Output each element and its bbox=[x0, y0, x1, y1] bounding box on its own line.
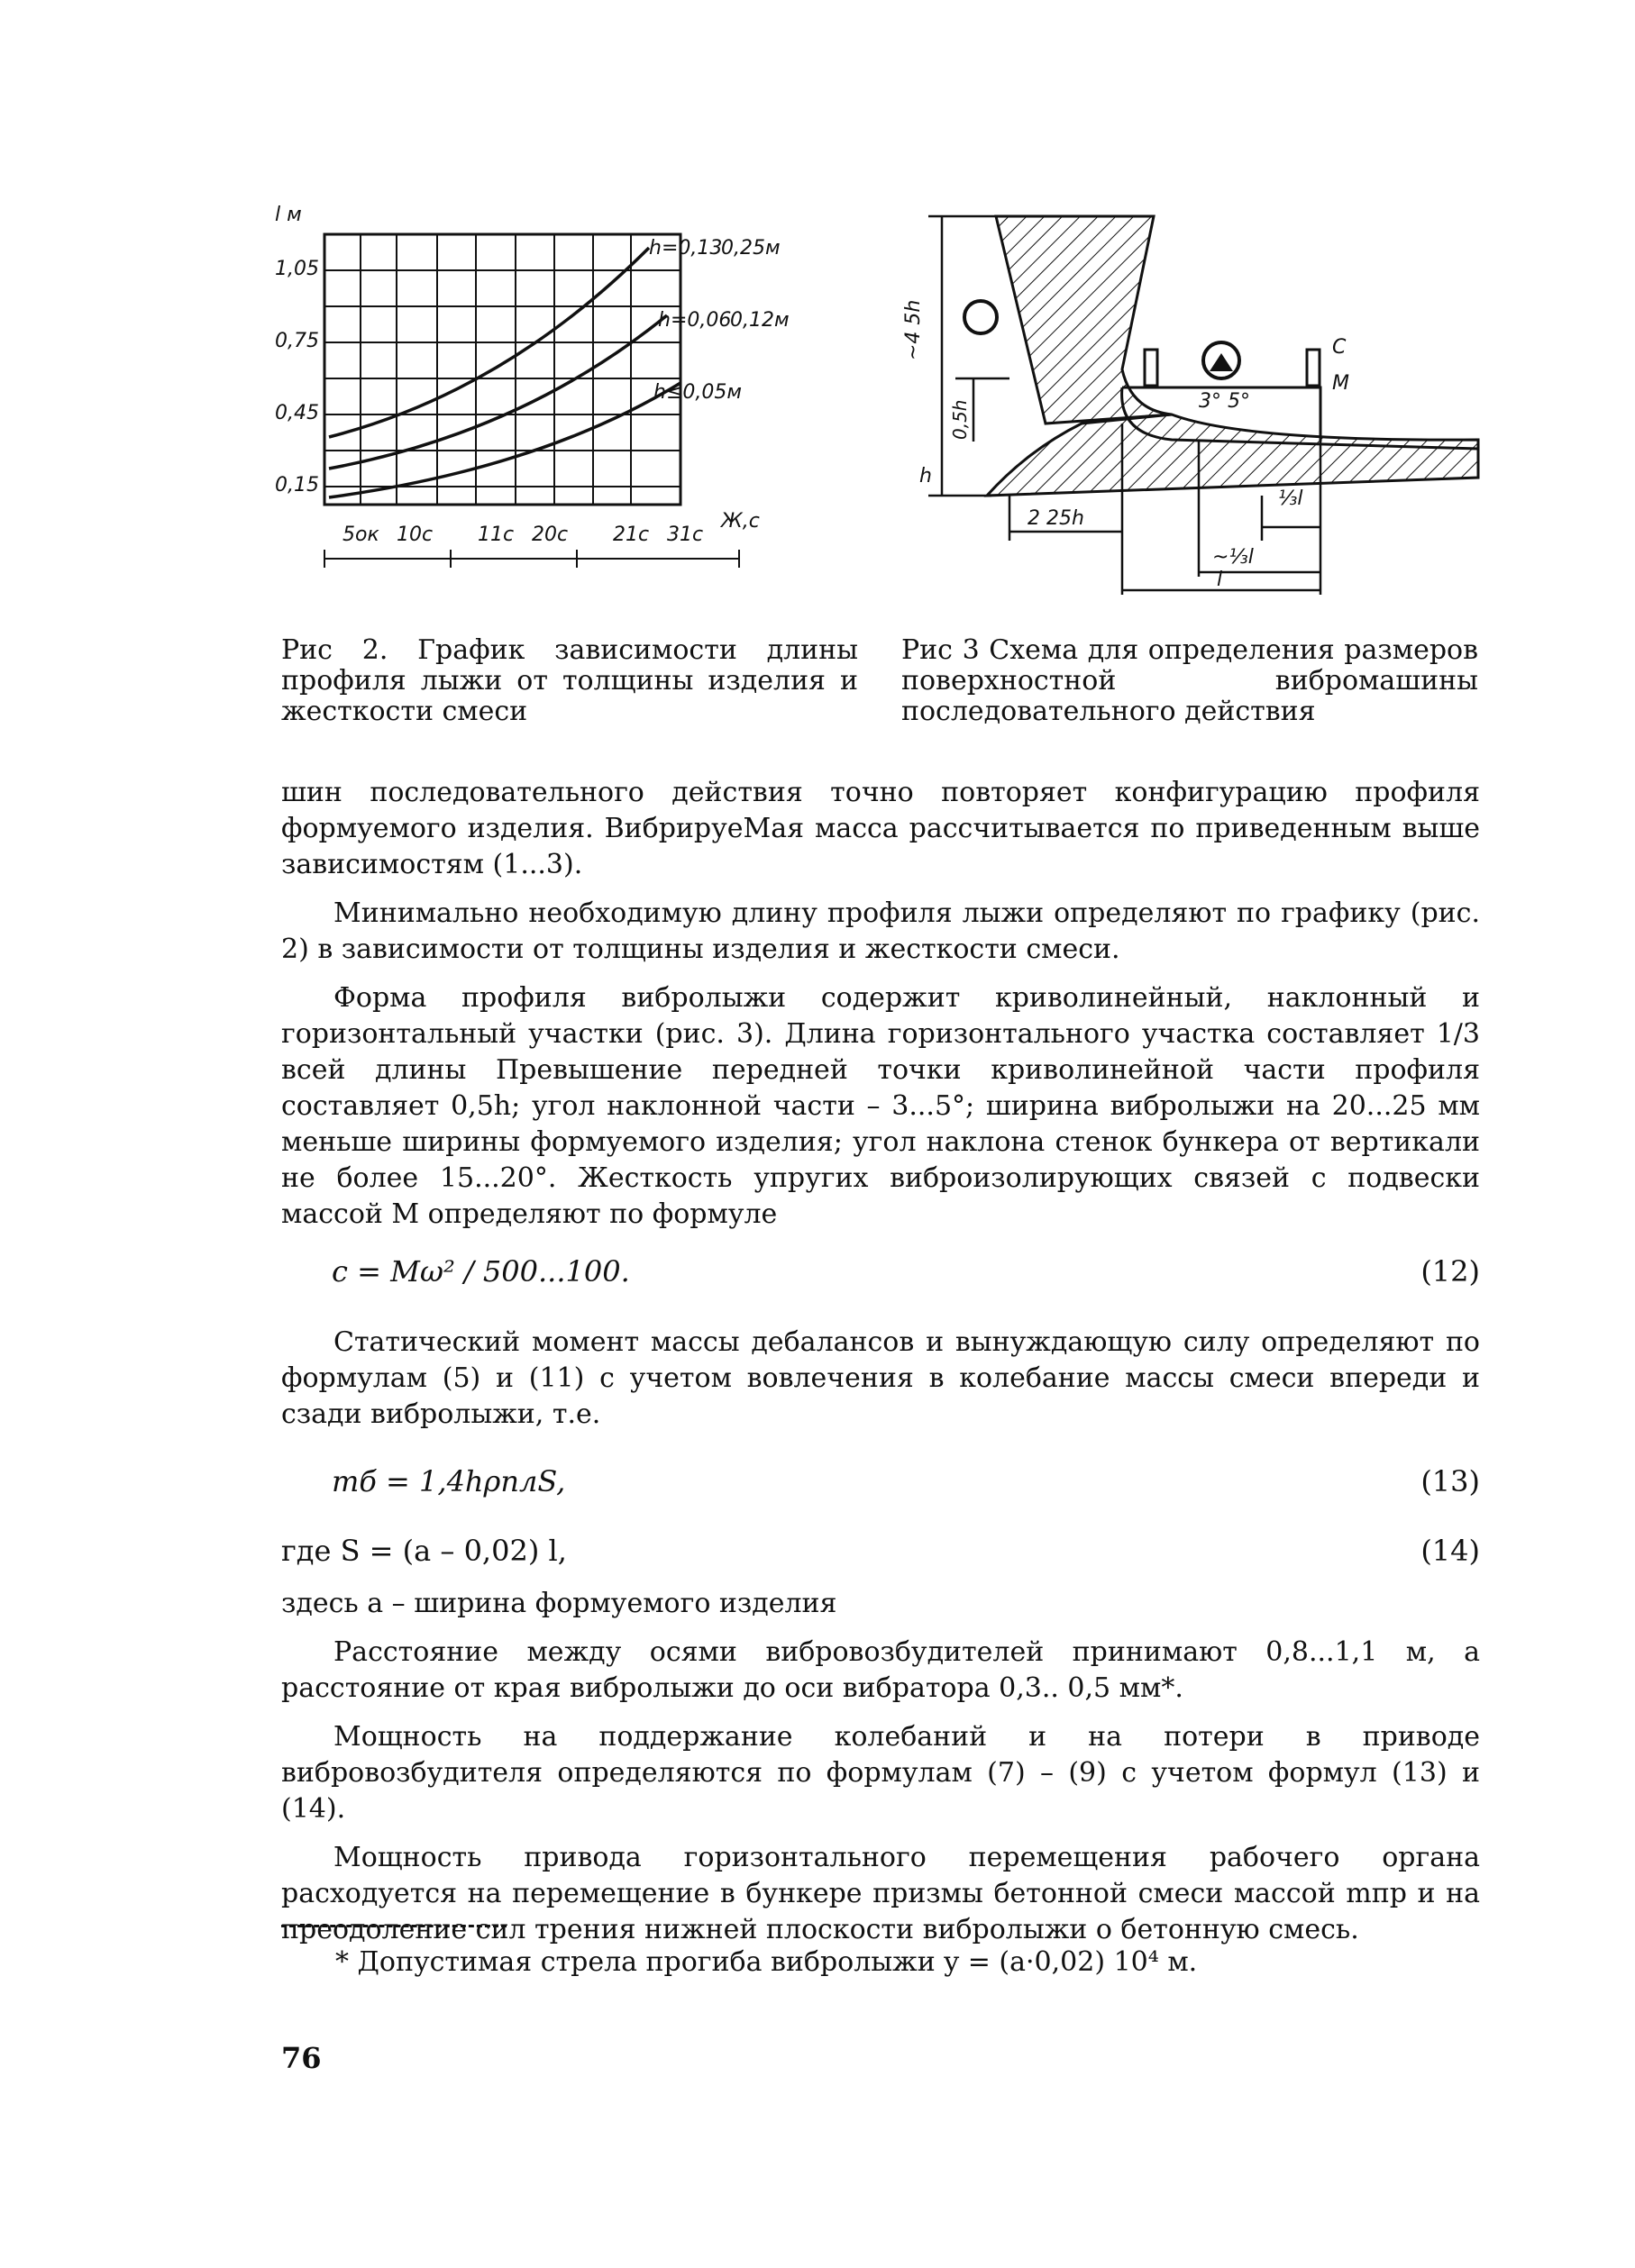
fig3-label-c: C bbox=[1332, 336, 1347, 359]
paragraph-1: шин последовательного действия точно повторяет конфигурацию профиля формуемого изделия. ВибрируеМая масса рассчитывается по приведенным выше зависимостям (1...3). bbox=[281, 777, 1480, 880]
fig3-label-h-total: ~4 5h bbox=[902, 299, 925, 360]
fig3-label-third: ~⅓l bbox=[1212, 546, 1254, 569]
fig2-x-tick: 21с bbox=[613, 524, 650, 546]
fig2-x-tick: 10с bbox=[397, 524, 434, 546]
fig3-label-h-front: 0,5h bbox=[949, 399, 971, 440]
formula-12 bbox=[281, 1254, 1480, 1296]
formula-13 bbox=[281, 1464, 1480, 1506]
formula-14-number: (14) bbox=[1420, 1534, 1480, 1568]
formula-13-number: (13) bbox=[1420, 1464, 1480, 1498]
paragraph-4: Статический момент массы дебалансов и вынуждающую силу определяют по формулам (5) и (11) с учетом вовлечения в колебание массы смеси впереди и сзади вибролыжи, т.е. bbox=[281, 1326, 1480, 1430]
fig3-label-l: l bbox=[1217, 569, 1223, 591]
body-text-block-3 bbox=[281, 1586, 1480, 1948]
figure-3-caption: Рис 3 Схема для определения размеров поверхностной вибромашины последовательного действия bbox=[901, 634, 1478, 727]
figure-3-schematic bbox=[901, 198, 1496, 613]
paragraph-5: здесь a – ширина формуемого изделия bbox=[281, 1588, 837, 1619]
footnote: * Допустимая стрела прогиба вибролыжи y = (a·0,02) 10⁴ м. bbox=[335, 1946, 1198, 1978]
paragraph-3: Форма профиля вибролыжи содержит криволинейный, наклонный и горизонтальный участки (рис. 3). Длина горизонтального участка составляет 1/3 всей длины Превышение передней точки криволинейной части профиля составляет 0,5h; угол наклонной части – 3...5°; ширина вибролыжи на 20...25 мм меньше ширины формуемого изделия; угол наклона стенок бункера от вертикали не более 15...20°. Жесткость упругих виброизолирующих связей с подвески массой М определяют по формуле bbox=[281, 982, 1480, 1230]
fig2-right-label: 0,12м bbox=[730, 309, 790, 332]
fig3-label-m: M bbox=[1332, 372, 1349, 395]
page-number: 76 bbox=[281, 2041, 322, 2075]
fig2-curve-label: h=0,06 bbox=[658, 309, 732, 332]
paragraph-6: Расстояние между осями вибровозбудителей принимают 0,8...1,1 м, а расстояние от края вибролыжи до оси вибратора 0,3.. 0,5 мм*. bbox=[281, 1636, 1480, 1704]
formula-13-expression: mб = 1,4hρплS, bbox=[332, 1464, 566, 1498]
paragraph-8: Мощность привода горизонтального перемещения рабочего органа расходуется на перемещение в бункере призмы бетонной смеси массой mпр и на преодоление сил трения нижней плоскости вибролыжи о бетонную смесь. bbox=[281, 1842, 1480, 1945]
body-text-block-2 bbox=[281, 1325, 1480, 1433]
fig2-curve-label: h≤0,05м bbox=[653, 381, 742, 404]
formula-12-expression: c = Mω² / 500...100. bbox=[332, 1254, 630, 1289]
fig2-x-tick: 5ок bbox=[343, 524, 379, 546]
fig2-x-tick: 11с bbox=[478, 524, 515, 546]
paragraph-2: Минимально необходимую длину профиля лыжи определяют по графику (рис. 2) в зависимости от толщины изделия и жесткости смеси. bbox=[281, 897, 1480, 965]
fig2-curve-label: h=0,13 bbox=[649, 237, 723, 260]
fig3-label-25h: 2 25h bbox=[1028, 507, 1084, 530]
figure-2-graph bbox=[270, 198, 790, 586]
paragraph-7: Мощность на поддержание колебаний и на потери в приводе вибровозбудителя определяются по формулам (7) – (9) с учетом формул (13) и (14). bbox=[281, 1721, 1480, 1825]
footnote-divider bbox=[281, 1925, 507, 1927]
fig2-y-tick: 0,75 bbox=[275, 330, 319, 352]
fig3-label-third2: ⅓l bbox=[1278, 487, 1303, 510]
fig3-label-angles: 3° 5° bbox=[1199, 390, 1250, 413]
fig2-y-tick: 1,05 bbox=[275, 258, 319, 280]
fig2-y-unit: l м bbox=[275, 204, 302, 226]
fig2-right-label: 0,25м bbox=[721, 237, 781, 260]
fig2-y-tick: 0,15 bbox=[275, 474, 319, 496]
fig2-y-tick: 0,45 bbox=[275, 402, 319, 424]
fig2-x-tick: 20с bbox=[532, 524, 569, 546]
fig2-x-tick: 31с bbox=[667, 524, 704, 546]
fig2-x-unit: Ж,с bbox=[721, 510, 760, 533]
formula-14 bbox=[281, 1534, 1480, 1575]
figure-2-caption: Рис 2. График зависимости длины профиля лыжи от толщины изделия и жесткости смеси bbox=[281, 634, 858, 727]
fig3-label-h: h bbox=[919, 465, 932, 487]
formula-12-number: (12) bbox=[1420, 1254, 1480, 1289]
body-text-block-1 bbox=[281, 775, 1480, 1233]
formula-14-expression: где S = (a – 0,02) l, bbox=[281, 1534, 567, 1568]
